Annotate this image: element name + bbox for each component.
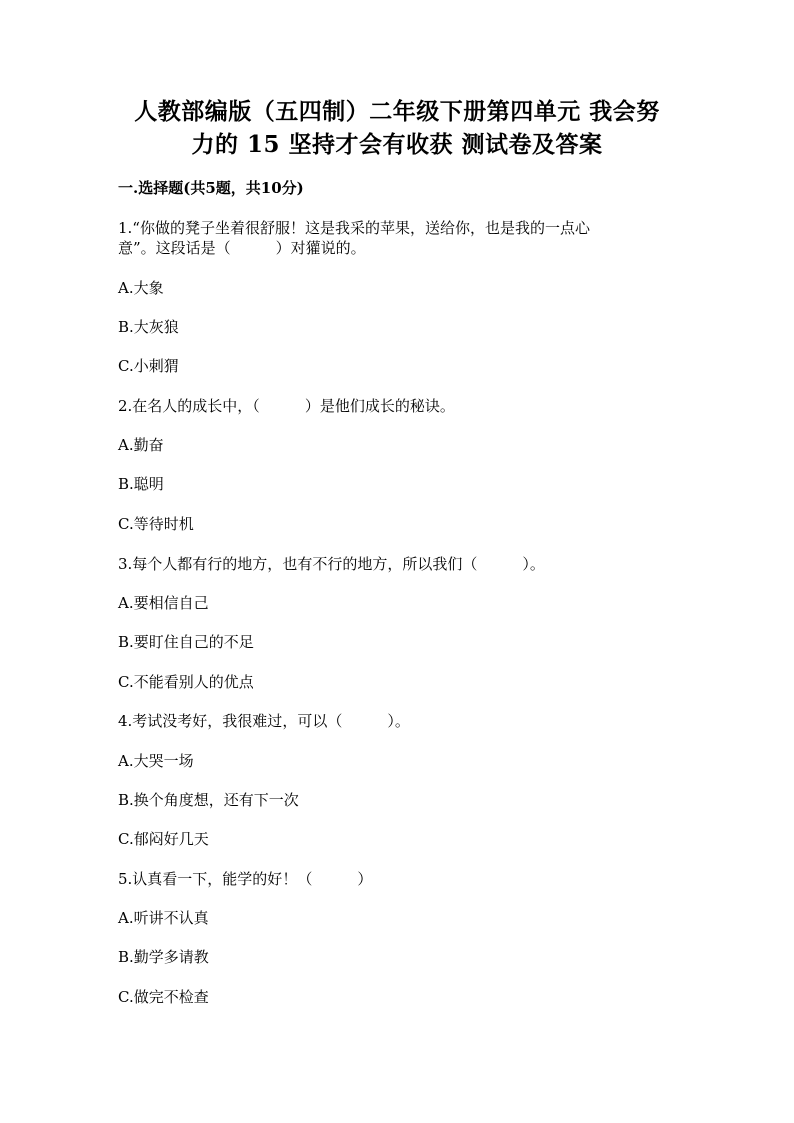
question-1-text-line-2: 意”。这段话是（ ）对獾说的。 <box>118 239 366 257</box>
page-title-line-2: 力的 15 坚持才会有收获 测试卷及答案 <box>191 131 603 158</box>
question-3-option-c: C.不能看别人的优点 <box>118 673 254 691</box>
question-5-option-c: C.做完不检查 <box>118 988 209 1006</box>
question-4-option-a: A.大哭一场 <box>118 752 194 770</box>
question-4-text: 4.考试没考好，我很难过，可以（ ）。 <box>118 712 410 730</box>
question-4-option-b: B.换个角度想，还有下一次 <box>118 791 299 809</box>
question-1-option-a: A.大象 <box>118 279 164 297</box>
question-1-text-line-1: 1.“你做的凳子坐着很舒服！这是我采的苹果，送给你，也是我的一点心 <box>118 219 590 237</box>
question-2-text: 2.在名人的成长中，（ ）是他们成长的秘诀。 <box>118 397 455 415</box>
question-2-option-c: C.等待时机 <box>118 515 194 533</box>
question-1-option-c: C.小刺猬 <box>118 357 179 375</box>
question-3-option-b: B.要盯住自己的不足 <box>118 633 254 651</box>
question-5-option-b: B.勤学多请教 <box>118 948 209 966</box>
question-1-option-b: B.大灰狼 <box>118 318 179 336</box>
question-4-option-c: C.郁闷好几天 <box>118 830 209 848</box>
question-5-text: 5.认真看一下，能学的好！（ ） <box>118 870 373 888</box>
question-2-option-b: B.聪明 <box>118 475 164 493</box>
section-heading: 一.选择题(共5题，共10分) <box>118 179 304 197</box>
question-5-option-a: A.听讲不认真 <box>118 909 209 927</box>
page-title-line-1: 人教部编版（五四制）二年级下册第四单元 我会努 <box>134 98 660 125</box>
question-2-option-a: A.勤奋 <box>118 436 164 454</box>
question-3-option-a: A.要相信自己 <box>118 594 209 612</box>
question-3-text: 3.每个人都有行的地方，也有不行的地方，所以我们（ ）。 <box>118 555 545 573</box>
